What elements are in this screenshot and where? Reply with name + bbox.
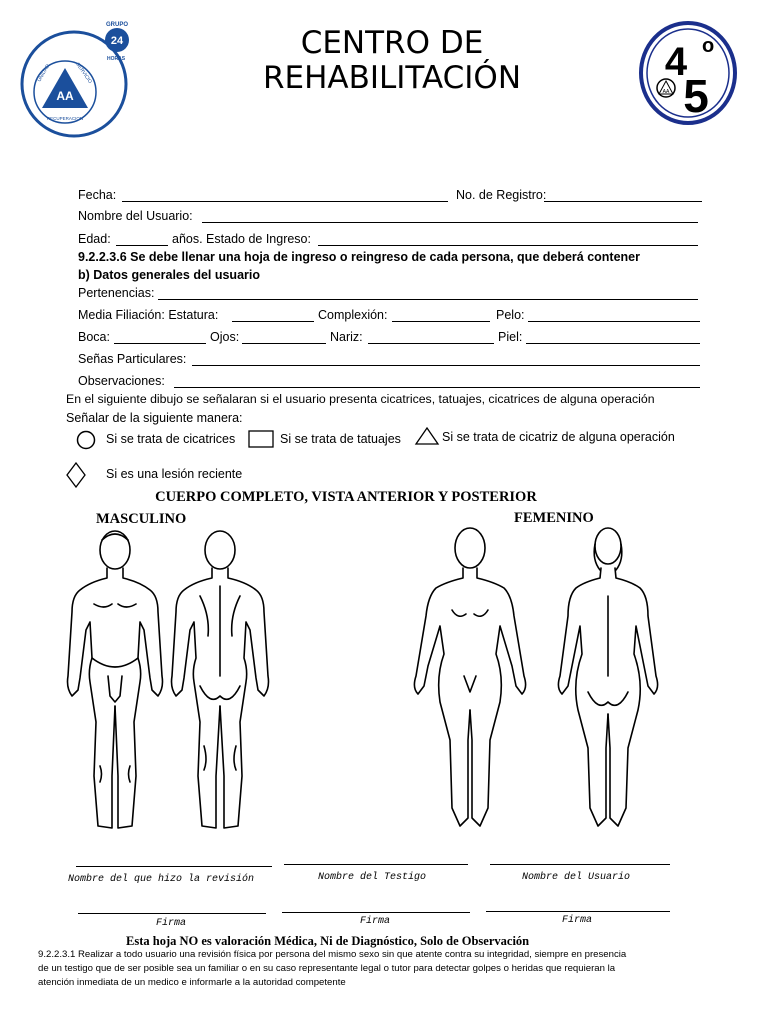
witness-signature-line[interactable]: [282, 912, 470, 913]
firma-label-3: Firma: [562, 915, 593, 926]
title-line-2: REHABILITACIÓN: [262, 60, 522, 96]
logo-right-number-2: 5: [683, 70, 709, 122]
user-name-label: Nombre del Usuario: [522, 872, 631, 883]
nariz-field[interactable]: [368, 343, 494, 344]
senas-label: Señas Particulares:: [78, 352, 187, 366]
nombre-label: Nombre del Usuario:: [78, 209, 193, 223]
row-fecha: [66, 186, 706, 204]
registro-field[interactable]: [544, 201, 702, 202]
instruction-line: 9.2.2.3.6 Se debe llenar una hoja de ingreso o reingreso de cada persona, que deberá contener: [78, 250, 640, 264]
footnote-line-3: atención inmediata de un medico e informarle a la autoridad competente: [38, 977, 346, 988]
senas-field[interactable]: [192, 365, 700, 366]
page-title: [200, 26, 584, 96]
row-nombre: [66, 207, 706, 225]
pertenencias-label: Pertenencias:: [78, 286, 155, 300]
female-front-figure[interactable]: [414, 528, 525, 826]
edad-label: Edad:: [78, 232, 111, 246]
observaciones-label: Observaciones:: [78, 374, 165, 388]
legend-intro-2: Señalar de la siguiente manera:: [66, 411, 243, 425]
estado-label: años. Estado de Ingreso:: [172, 232, 311, 246]
legend-triangle-text: Si se trata de cicatriz de alguna operación: [442, 430, 675, 444]
marking-legend: [66, 392, 706, 488]
4-5-logo: [638, 20, 738, 126]
pertenencias-field[interactable]: [158, 299, 698, 300]
firma-label-1: Firma: [156, 918, 187, 929]
signature-block: [66, 860, 706, 940]
legend-diamond-text: Si es una lesión reciente: [106, 467, 243, 481]
logo-left-center-text: AA: [56, 89, 74, 103]
group-24-hours-logo: [20, 20, 132, 138]
complexion-field[interactable]: [392, 321, 490, 322]
square-icon: [248, 430, 274, 448]
witness-name-label: Nombre del Testigo: [318, 872, 427, 883]
registro-label: No. de Registro:: [456, 188, 547, 202]
reviewer-name-label: Nombre del que hizo la revisión: [68, 874, 255, 885]
title-line-1: CENTRO DE: [300, 25, 484, 61]
row-pertenencias: [66, 284, 706, 302]
media-filiacion-label: Media Filiación: Estatura:: [78, 308, 219, 322]
nombre-field[interactable]: [202, 222, 698, 223]
male-heading: MASCULINO: [96, 511, 187, 527]
female-back-figure[interactable]: [558, 528, 657, 826]
logo-left-ring-bottom: RECUPERACION: [46, 116, 84, 121]
logo-right-number-1: 4: [664, 40, 688, 84]
triangle-icon: [414, 426, 440, 446]
estado-field[interactable]: [318, 245, 698, 246]
boca-field[interactable]: [114, 343, 206, 344]
piel-label: Piel:: [498, 330, 523, 344]
footnote: [38, 948, 728, 990]
pelo-label: Pelo:: [496, 308, 525, 322]
user-signature-line[interactable]: [486, 911, 670, 912]
footnote-line-1: 9.2.2.3.1 Realizar a todo usuario una revisión física por persona del mismo sexo sin que atente contra su integridad, siempre en presencia: [38, 949, 627, 960]
complexion-label: Complexión:: [318, 308, 388, 322]
user-name-line[interactable]: [490, 864, 670, 865]
male-back-figure[interactable]: [172, 531, 269, 828]
reviewer-name-line[interactable]: [76, 866, 272, 867]
diamond-icon: [66, 462, 86, 488]
logo-left-ring-right: SERVICIO: [74, 61, 93, 85]
body-chart-title: CUERPO COMPLETO, VISTA ANTERIOR Y POSTERIOR: [155, 489, 537, 505]
legend-intro-1: En el siguiente dibujo se señalaran si el usuario presenta cicatrices, tatuajes, cicatrices de alguna operación: [66, 392, 655, 406]
body-diagram[interactable]: [60, 526, 700, 838]
logo-left-number: 24: [110, 35, 124, 47]
boca-label: Boca:: [78, 330, 110, 344]
footnote-line-2: de un testigo que de ser posible sea un familiar o en su caso representante legal o tutor para detectar golpes o heridas que requieran la: [38, 963, 616, 974]
estatura-field[interactable]: [232, 321, 314, 322]
row-edad: [66, 230, 706, 248]
male-front-figure[interactable]: [68, 531, 163, 828]
ojos-field[interactable]: [242, 343, 326, 344]
logo-right-center-text: AA: [662, 89, 670, 95]
row-rasgos: [66, 328, 706, 346]
fecha-field[interactable]: [122, 201, 448, 202]
nariz-label: Nariz:: [330, 330, 363, 344]
witness-name-line[interactable]: [284, 864, 468, 865]
instruction-text: [78, 250, 640, 264]
observaciones-field[interactable]: [174, 387, 700, 388]
piel-field[interactable]: [526, 343, 700, 344]
row-filiacion: [66, 306, 706, 324]
row-senas: [66, 350, 706, 368]
logo-left-ring-left: UNIDAD: [36, 63, 52, 83]
logo-left-sub-text: HORAS: [107, 56, 126, 62]
logo-left-top-text: GRUPO: [106, 22, 129, 28]
pelo-field[interactable]: [528, 321, 700, 322]
circle-icon: [76, 430, 96, 450]
ojos-label: Ojos:: [210, 330, 240, 344]
female-heading: FEMENINO: [514, 510, 594, 526]
reviewer-signature-line[interactable]: [78, 913, 266, 914]
legend-circle-text: Si se trata de cicatrices: [106, 432, 236, 446]
datos-generales-heading: b) Datos generales del usuario: [78, 268, 260, 282]
logo-right-sup: o: [702, 35, 715, 57]
firma-label-2: Firma: [360, 916, 391, 927]
edad-field[interactable]: [116, 245, 168, 246]
fecha-label: Fecha:: [78, 188, 117, 202]
disclaimer: Esta hoja NO es valoración Médica, Ni de Diagnóstico, Solo de Observación: [126, 934, 530, 948]
row-observaciones: [66, 372, 706, 390]
legend-square-text: Si se trata de tatuajes: [280, 432, 401, 446]
